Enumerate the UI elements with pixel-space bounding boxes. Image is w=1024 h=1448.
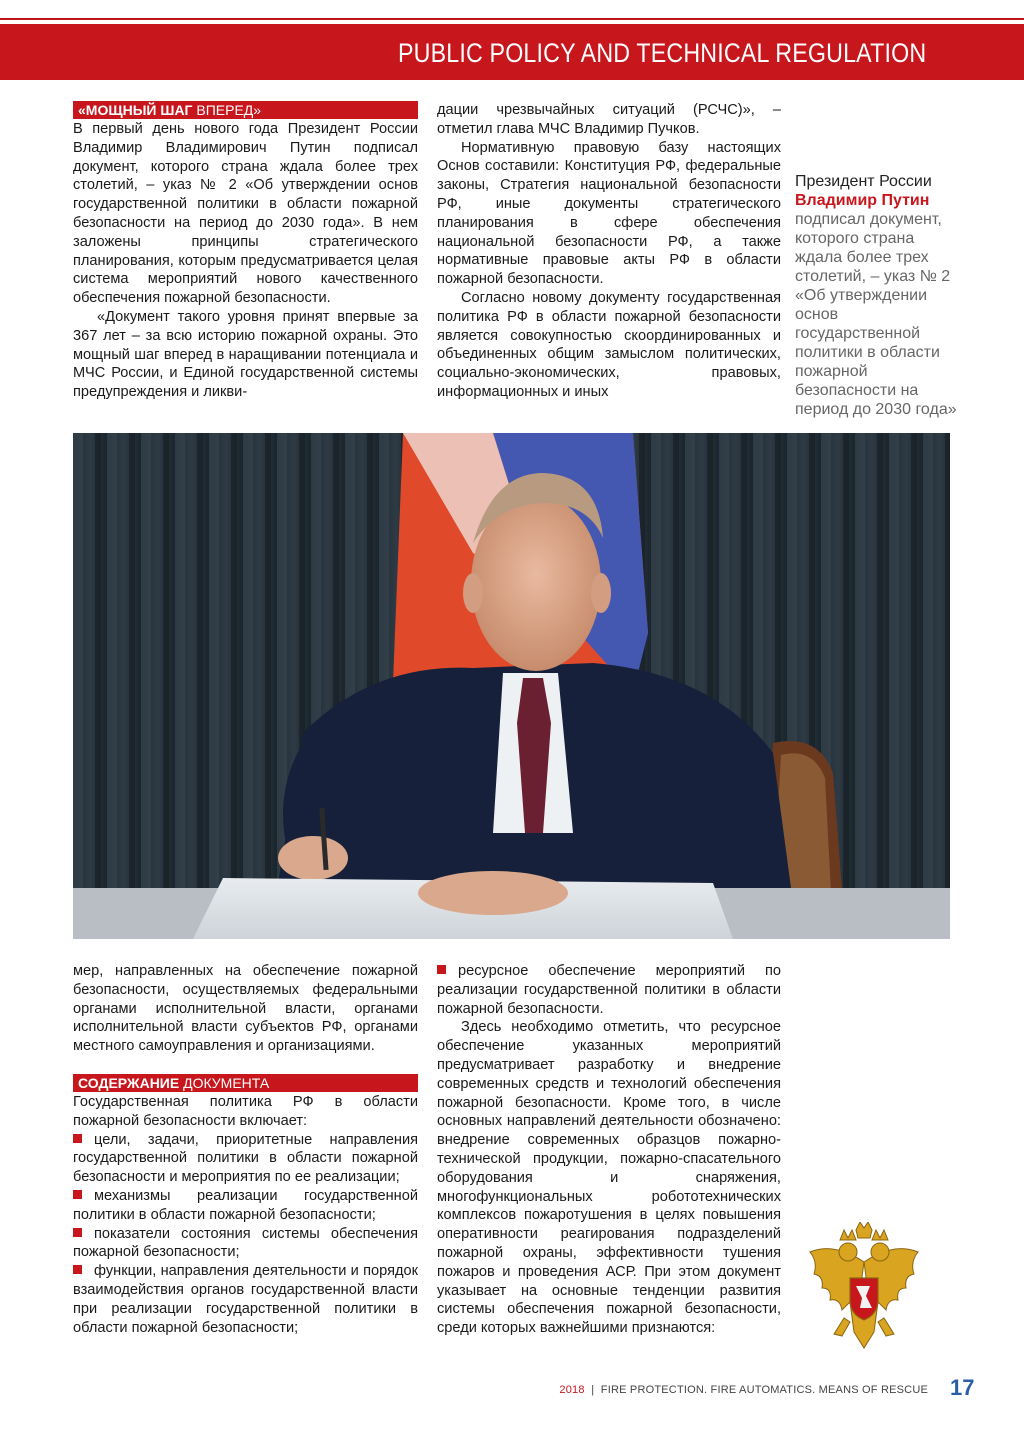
footer-journal: FIRE PROTECTION. FIRE AUTOMATICS. MEANS OF RESCUE [600,1384,928,1396]
paragraph: Здесь необходимо отметить, что ресурсное обеспечение указанных мероприятий предусматривает разработку и внедрение современных средств и технологий обеспечения пожарной безопасности. Кроме того, в числе основных направлений деятельности обозначено: внедрение современных образцов пожарно-технической продукции, пожарно-спасательного оборудования и снаряжения, многофункциональных робототехнических комплексов пожаротушения в целях повышения оперативности реагирования подразделений пожарной охраны, эффективности тушения пожаров и проведения АСР. При этом документ указывает на основные тенденции развития системы обеспечения пожарной безопасности, среди которых важнейшими признаются: [437,1019,781,1337]
paragraph: Нормативную правовую базу настоящих Основ составили: Конституция РФ, федеральные законы, Стратегия национальной безопасности РФ, иные документы стратегического планирования в сфере обеспечения национальной безопасности РФ, а также нормативные правовые акты РФ в области пожарной безопасности. [437,139,781,288]
subheading-document-content: СОДЕРЖАНИЕ ДОКУМЕНТА [73,1074,418,1092]
coat-of-arms-icon [804,1222,924,1354]
paragraph: мер, направленных на обеспечение пожарной безопасности, осуществляемых федеральными органами исполнительной власти, органами исполнительной власти субъектов РФ, органами местного самоуправления и организациями. [73,963,418,1055]
photo-president-signing [73,433,950,939]
subheading-strong-step: «МОЩНЫЙ ШАГ ВПЕРЕД» [73,101,418,119]
section-banner [0,24,1024,80]
column-bottom-middle [437,962,781,1338]
footer-separator: | [591,1384,595,1396]
footer-year: 2018 [559,1384,585,1396]
pull-quote-text: подписал документ, которого страна ждала более трех столетий, – указ № 2 «Об утверждении основ государственной политики в области пожарной безопасности на период до 2030 года» [795,211,957,418]
paragraph: В первый день нового года Президент России Владимир Владимирович Путин подписал документ, которого страна ждала более трех столетий, – указ № 2 «Об утверждении основ государственной политики в области пожарной безопасности на период до 2030 года». В нем заложены принципы стратегического планирования, которым предусматривается целая система мероприятий нового качественного обеспечения пожарной безопасности. [73,121,418,307]
header-rule [0,18,1024,20]
pull-quote-name: Владимир Путин [795,192,930,209]
list-item: показатели состояния системы обеспечения пожарной безопасности; [73,1225,418,1261]
pull-quote-lead: Президент России [795,173,932,190]
list-item: ресурсное обеспечение мероприятий по реализации государственной политики в области пожарной безопасности. [437,963,781,1017]
list-item: механизмы реализации государственной политики в области пожарной безопасности; [73,1187,418,1223]
column-top-middle [437,101,781,402]
column-top-left [73,101,418,402]
page-number: 17 [950,1375,975,1400]
paragraph: Согласно новому документу государственная политика РФ в области пожарной безопасности является совокупностью скоординированных и объединенных общим замыслом политических, социально-экономических, правовых, информационных и иных [437,289,781,400]
paragraph: дации чрезвычайных ситуаций (РСЧС)», – отметил глава МЧС Владимир Пучков. [437,102,781,137]
list-item: функции, направления деятельности и порядок взаимодействия органов государственной власти при реализации государственной политики в области пожарной безопасности; [73,1263,418,1336]
paragraph: «Документ такого уровня принят впервые за 367 лет – за всю историю пожарной охраны. Это мощный шаг вперед в наращивании потенциала и МЧС России, и Единой государственной системы предупреждения и ликви- [73,308,418,401]
section-title: PUBLIC POLICY AND TECHNICAL REGULATION [397,38,926,68]
paragraph: Государственная политика РФ в области пожарной безопасности включает: [73,1093,418,1129]
list-item: цели, задачи, приоритетные направления государственной политики в области пожарной безопасности и мероприятия по ее реализации; [73,1131,418,1186]
pull-quote [795,172,965,419]
column-bottom-left [73,962,418,1337]
footer-line [559,1384,928,1396]
